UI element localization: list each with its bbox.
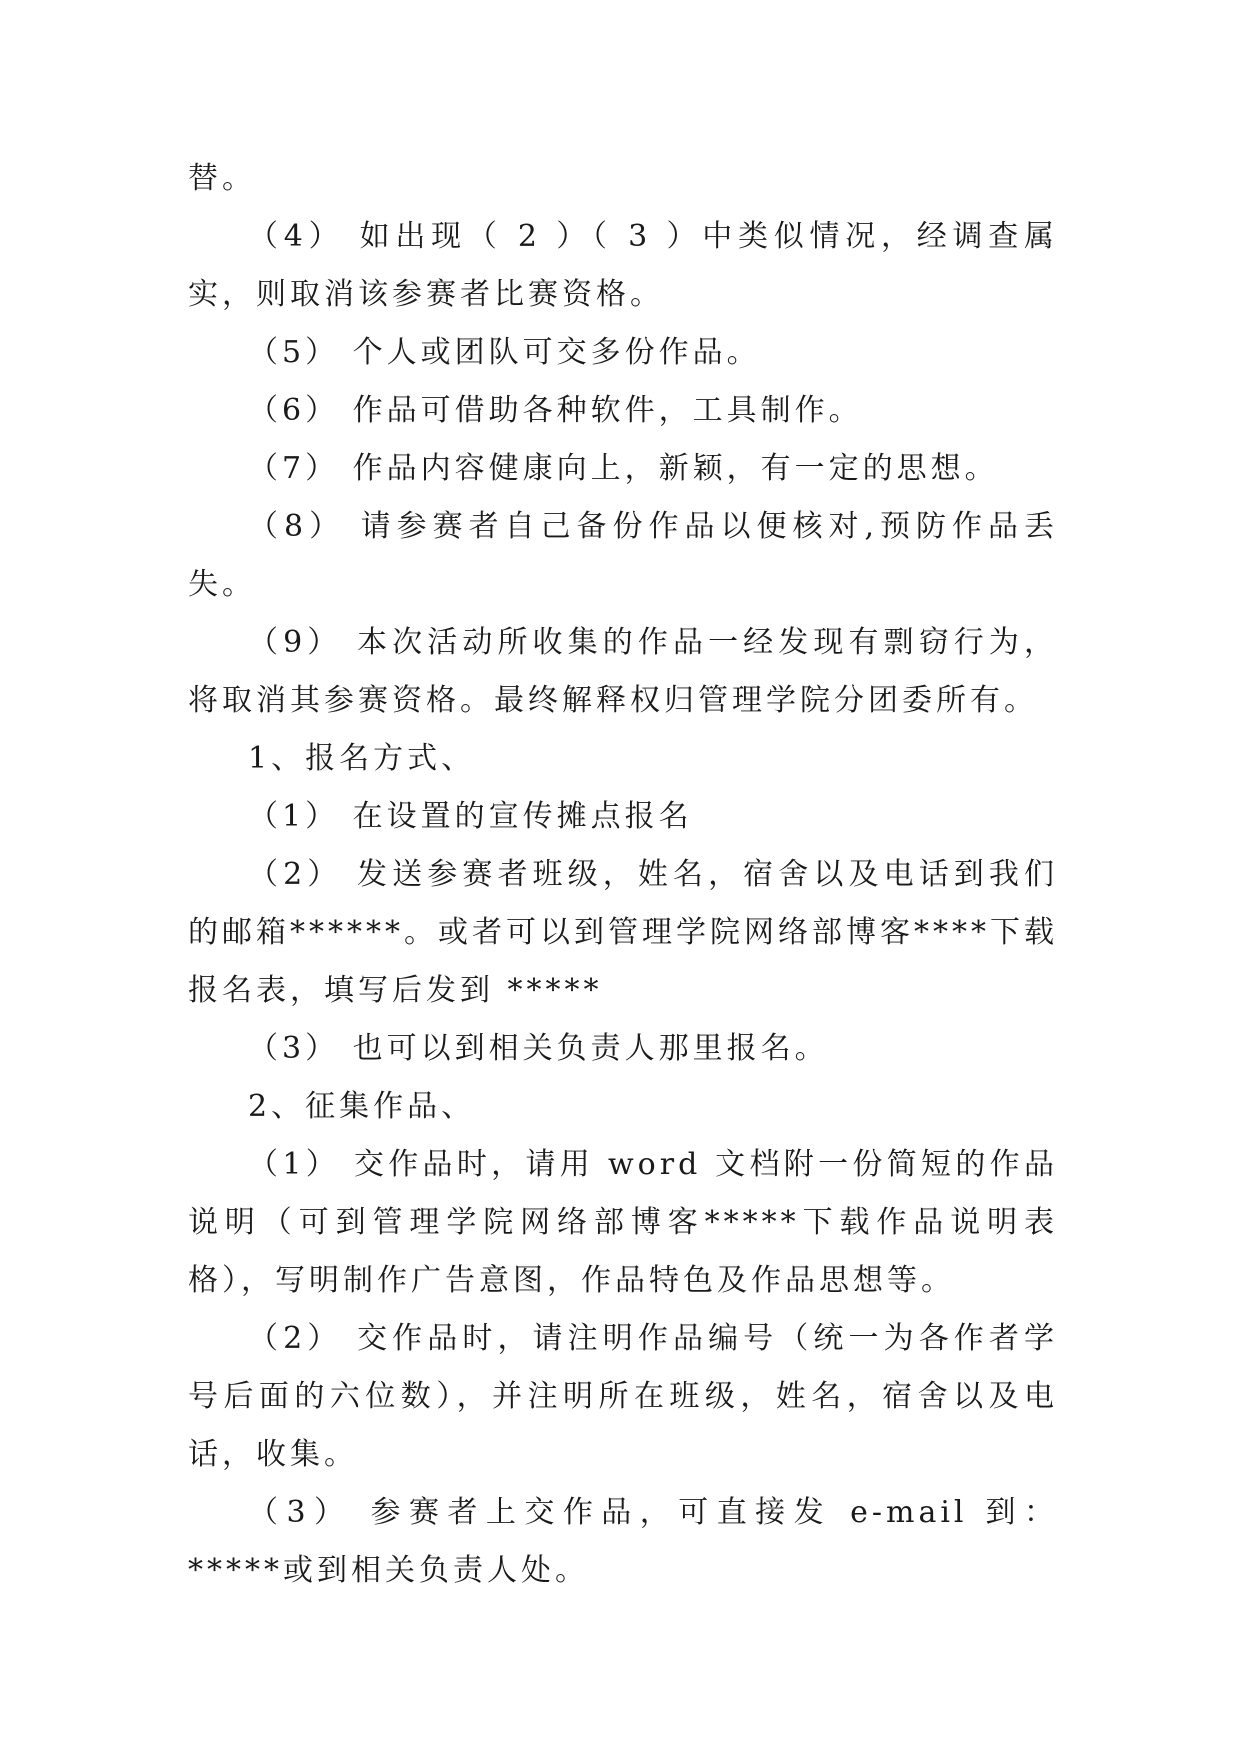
registration-item-2: （2） 发送参赛者班级，姓名，宿舍以及电话到我们的邮箱******。或者可以到管理学院网络部博客****下载报名表，填写后发到 ***** — [188, 857, 1058, 1008]
submission-item-3: （3） 参赛者上交作品，可直接发 e-mail 到：*****或到相关负责人处。 — [188, 1495, 1058, 1588]
rule-item-7: （7） 作品内容健康向上，新颖，有一定的思想。 — [248, 451, 999, 486]
rule-item-4: （4） 如出现（ 2 ）（ 3 ）中类似情况，经调查属实，则取消该参赛者比赛资格。 — [188, 219, 1058, 312]
rule-item-6: （6） 作品可借助各种软件，工具制作。 — [248, 393, 863, 428]
paragraph-continuation: 替。 — [188, 161, 256, 196]
rule-item-5: （5） 个人或团队可交多份作品。 — [248, 335, 761, 370]
submission-item-1: （1） 交作品时，请用 word 文档附一份简短的作品说明（可到管理学院网络部博客*****下载作品说明表格），写明制作广告意图，作品特色及作品思想等。 — [188, 1147, 1058, 1298]
rule-item-8: （8） 请参赛者自己备份作品以便核对,预防作品丢失。 — [188, 509, 1058, 602]
document-body — [188, 150, 1058, 1600]
section-heading-submission: 2、征集作品、 — [248, 1089, 476, 1124]
registration-item-1: （1） 在设置的宣传摊点报名 — [248, 799, 693, 834]
registration-item-3: （3） 也可以到相关负责人那里报名。 — [248, 1031, 829, 1066]
submission-item-2: （2） 交作品时，请注明作品编号（统一为各作者学号后面的六位数），并注明所在班级，姓名，宿舍以及电话，收集。 — [188, 1321, 1058, 1472]
section-heading-registration: 1、报名方式、 — [248, 741, 476, 776]
rule-item-9: （9） 本次活动所收集的作品一经发现有剽窃行为，将取消其参赛资格。最终解释权归管理学院分团委所有。 — [188, 625, 1058, 718]
